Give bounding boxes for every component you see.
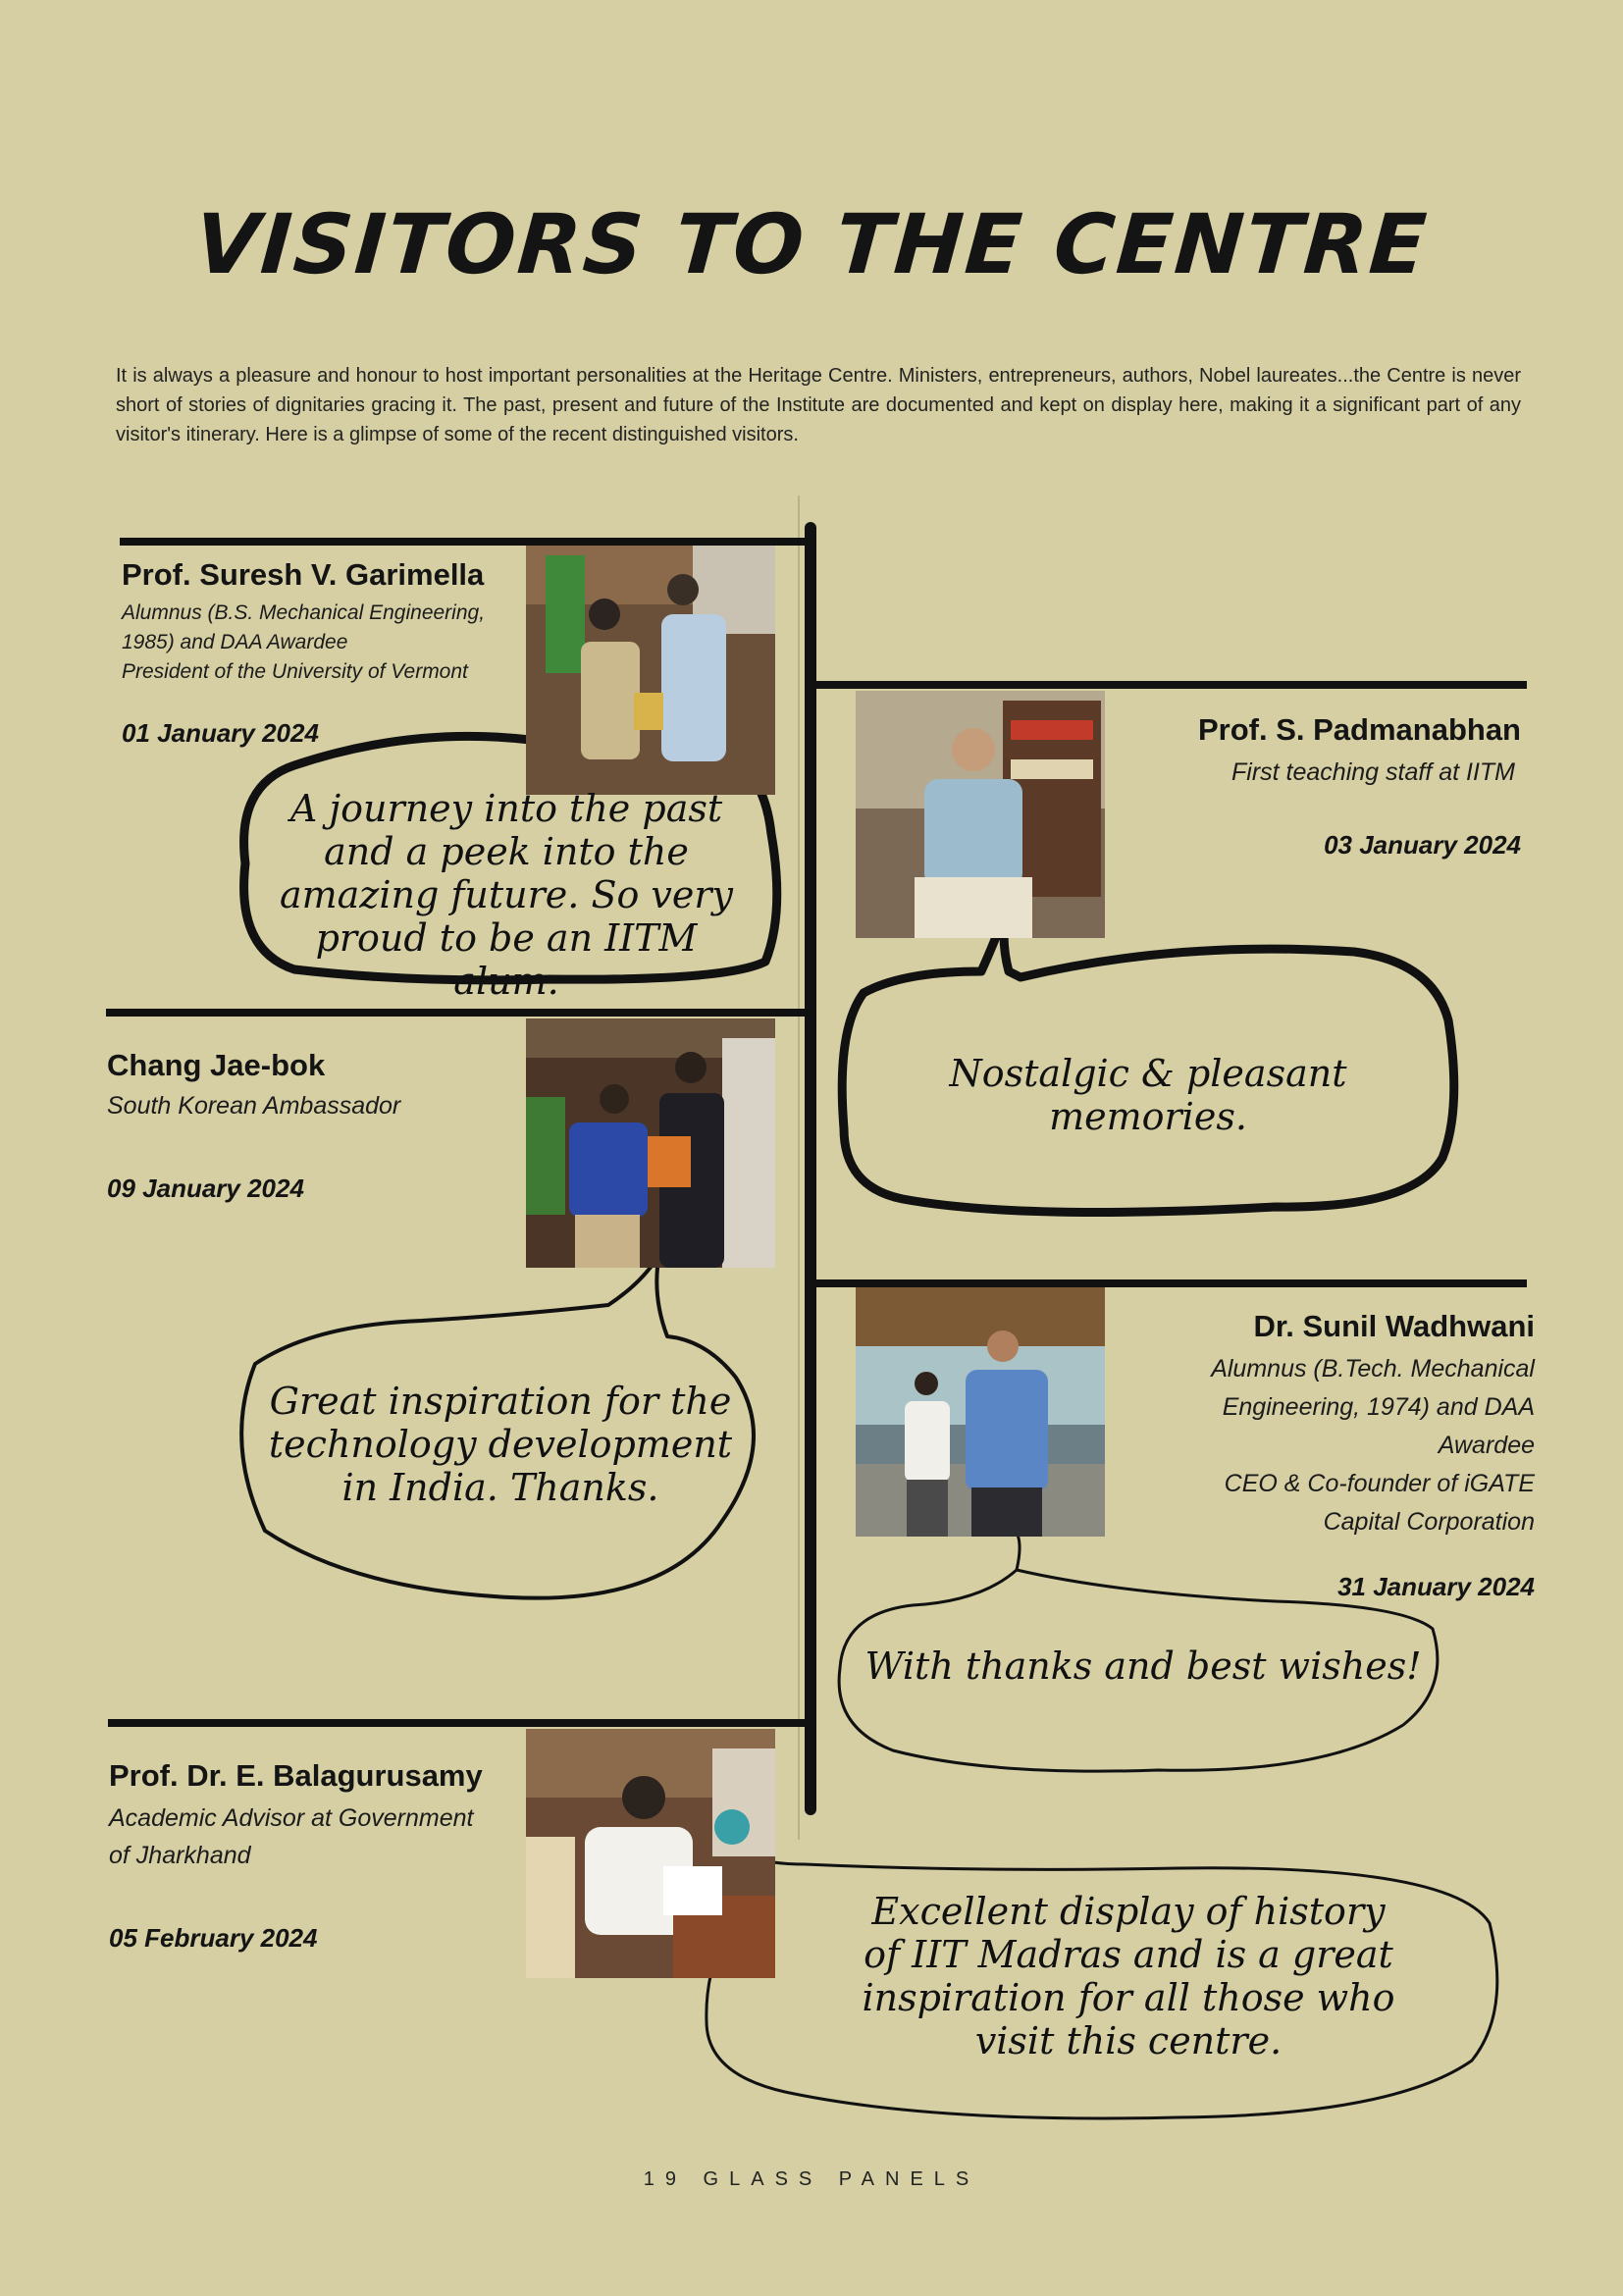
visitor-photo bbox=[526, 546, 775, 795]
visitor-name: Dr. Sunil Wadhwani bbox=[1253, 1309, 1535, 1343]
page-title: VISITORS TO THE CENTRE bbox=[191, 196, 1432, 292]
page-footer: 19 GLASS PANELS bbox=[643, 2168, 980, 2190]
visitor-quote: Excellent display of history of IIT Madras and is a great inspiration for all those who visit this centre. bbox=[862, 1890, 1395, 2062]
visitor-detail: First teaching staff at IITM bbox=[1231, 758, 1515, 786]
visitor-detail: President of the University of Vermont bbox=[122, 660, 468, 683]
visitor-detail: Engineering, 1974) and DAA bbox=[1222, 1393, 1535, 1421]
visitor-detail: Academic Advisor at Government bbox=[109, 1804, 474, 1832]
visitor-detail: South Korean Ambassador bbox=[107, 1092, 401, 1120]
visitor-photo bbox=[526, 1729, 775, 1978]
visit-date: 05 February 2024 bbox=[109, 1923, 318, 1953]
visitor-quote: With thanks and best wishes! bbox=[864, 1644, 1422, 1688]
visit-date: 31 January 2024 bbox=[1337, 1572, 1535, 1601]
intro-paragraph: It is always a pleasure and honour to host important personalities at the Heritage Centre. Ministers, entrepreneurs, authors, Nobel laureates...the Centre is never short of stories of dignitaries gracing it. The past, present and future of the Institute are documented and kept on display here, making it a significant part of any visitor's itinerary. Here is a glimpse of some of the recent distinguished visitors. bbox=[116, 365, 1521, 445]
visitor-name: Prof. Dr. E. Balagurusamy bbox=[109, 1758, 483, 1793]
visitor-name: Prof. S. Padmanabhan bbox=[1197, 712, 1521, 747]
visitor-quote: A journey into the past and a peek into the amazing future. So very proud to be an IITM alum. bbox=[279, 787, 734, 1003]
visitor-name: Prof. Suresh V. Garimella bbox=[122, 557, 485, 592]
visitor-detail: Awardee bbox=[1438, 1432, 1535, 1459]
visit-date: 01 January 2024 bbox=[122, 718, 319, 748]
visitor-quote: Great inspiration for the technology development in India. Thanks. bbox=[268, 1380, 733, 1509]
visitor-detail: CEO & Co-founder of iGATE bbox=[1224, 1470, 1535, 1497]
visitor-detail: Capital Corporation bbox=[1323, 1508, 1535, 1536]
visitor-photo bbox=[856, 691, 1105, 938]
visitor-quote: Nostalgic & pleasant memories. bbox=[949, 1052, 1347, 1138]
visitor-photo bbox=[526, 1018, 775, 1268]
visitor-detail: Alumnus (B.Tech. Mechanical bbox=[1211, 1355, 1535, 1383]
visit-date: 09 January 2024 bbox=[107, 1174, 304, 1203]
visitor-detail: 1985) and DAA Awardee bbox=[122, 631, 348, 653]
visitor-detail: of Jharkhand bbox=[109, 1842, 251, 1869]
visit-date: 03 January 2024 bbox=[1324, 830, 1521, 860]
visitor-name: Chang Jae-bok bbox=[107, 1048, 326, 1082]
visitor-detail: Alumnus (B.S. Mechanical Engineering, bbox=[122, 601, 486, 624]
visitor-photo bbox=[856, 1287, 1105, 1537]
